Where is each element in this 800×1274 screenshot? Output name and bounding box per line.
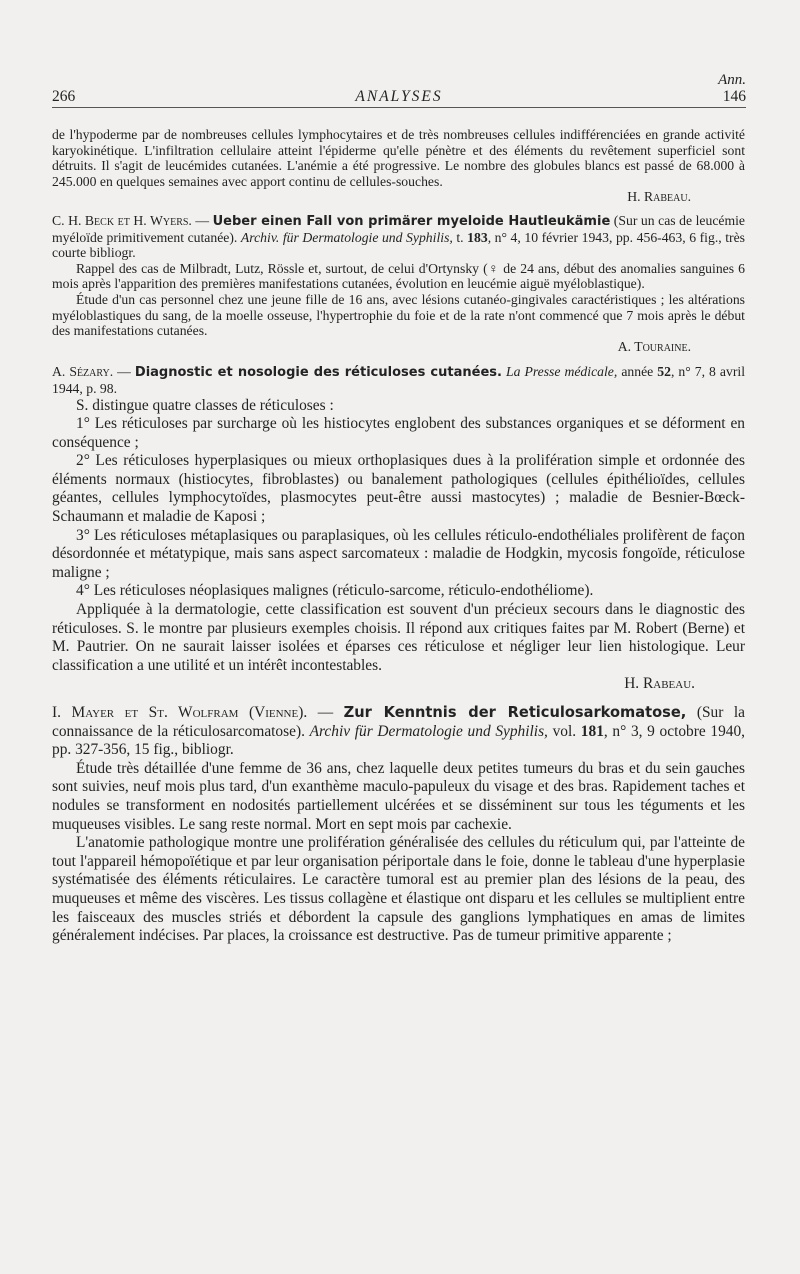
article-title: Ueber einen Fall von primärer myeloide Hautleukämie <box>212 213 611 229</box>
review-paragraph: 3° Les réticuloses métaplasiques ou paraplasiques, où les cellules réticulo-endothéliales prolifèrent de façon désordonnée et métatypique, mais sans aspect sarcomateux : maladie de Hodgkin, mycosis fongoïde, réticulose maligne ; <box>52 526 745 581</box>
review-paragraph: S. distingue quatre classes de réticuloses : <box>76 396 334 414</box>
page-body <box>52 127 745 946</box>
article-citation: C. H. Beck et H. Wyers. — Ueber einen Fall von primärer myeloide Hautleukämie (Sur un cas de leucémie myéloïde primitivement cutanée). Archiv. für Dermatologie und Syphilis, t. 183, n° 4, 10 février 1943, pp. 456-463, 6 fig., très courte bibliogr. <box>52 212 746 261</box>
review-article-2 <box>52 364 745 694</box>
article-subtitle: (Sur un cas de leucémie myéloïde primitivement cutanée). <box>52 212 746 245</box>
journal-abbreviation: Ann. <box>718 72 746 88</box>
header-rule <box>52 107 746 108</box>
review-paragraph: 4° Les réticuloses néoplasiques malignes (réticulo-sarcome, réticulo-endothéliome). <box>76 582 594 600</box>
journal-volume: 181 <box>580 722 604 740</box>
article-authors: A. Sézary. <box>52 364 114 380</box>
review-signature: H. Rabeau. <box>627 189 691 205</box>
review-paragraph: 1° Les réticuloses par surcharge où les histiocytes englobent des substances organiques et se déforment en conséquence ; <box>52 415 745 451</box>
review-paragraph: Étude d'un cas personnel chez une jeune fille de 16 ans, avec lésions cutanéo-gingivales caractéristiques ; les altérations myéloblastiques du sang, de la moelle osseuse, l'hypertrophie du foie et de la rate n'ont commencé que 7 mois après le début des manifestations cutanées. <box>52 291 745 339</box>
journal-name: Archiv. für Dermatologie und Syphilis, <box>240 229 453 245</box>
journal-volume: 52 <box>657 364 671 380</box>
running-title: ANALYSES <box>355 88 443 105</box>
article-subtitle: (Sur la connaissance de la réticulosarcomatose). <box>52 704 746 740</box>
review-signature: H. Rabeau. <box>624 675 695 693</box>
review-paragraph: Étude très détaillée d'une femme de 36 ans, chez laquelle deux petites tumeurs du bras et du sein gauches sont suivies, neuf mois plus tard, d'un exanthème maculo-papuleux du visage et des bras. Rapidement taches et nodules se transforment en nodosités partiellement ulcérées et se disséminent sur tous les téguments et les muqueuses visibles. Le sang reste normal. Mort en sept mois par cachexie. <box>52 759 745 833</box>
review-article-3 <box>52 704 745 946</box>
continuation-paragraph: de l'hypoderme par de nombreuses cellules lymphocytaires et de très nombreuses cellules indifférenciées en grande activité karyokinétique. L'infiltration cellulaire atteint l'épiderme qu'elle pénètre et des éléments du revêtement superficiel sont détruits. Il s'agit de leucémides cutanées. L'anémie a été progressive. Le nombre des globules blancs est passé de 68.000 à 245.000 en quelques semaines avec apport continu de cellules-souches. <box>52 127 745 189</box>
volume-number: 146 <box>722 88 746 105</box>
article-citation: A. Sézary. — Diagnostic et nosologie des réticuloses cutanées. La Presse médicale, année 52, n° 7, 8 avril 1944, p. 98. <box>52 364 746 396</box>
page-number: 266 <box>52 88 76 105</box>
journal-name: Archiv für Dermatologie und Syphilis, <box>309 722 548 740</box>
review-article-1 <box>52 213 745 354</box>
journal-volume: 183 <box>467 229 488 245</box>
article-authors: I. Mayer et St. Wolfram (Vienne). <box>52 704 308 721</box>
running-header <box>52 72 746 106</box>
citation-details: , n° 3, 9 octobre 1940, pp. 327-356, 15 fig., bibliogr. <box>52 722 746 759</box>
article-citation: I. Mayer et St. Wolfram (Vienne). — Zur Kenntnis der Reticulosarkomatose, (Sur la connaissance de la réticulosarcomatose). Archiv für Dermatologie und Syphilis, vol. 181, n° 3, 9 octobre 1940, pp. 327-356, 15 fig., bibliogr. <box>52 704 746 759</box>
article-authors: C. H. Beck et H. Wyers. <box>52 212 192 228</box>
review-paragraph: Rappel des cas de Milbradt, Lutz, Rössle et, surtout, de celui d'Ortynsky (♀ de 24 ans, début des anomalies sanguines 6 mois après l'apparition des premières manifestations cutanées, évolution en leucémie aiguë myéloblastique). <box>52 260 745 292</box>
review-paragraph: L'anatomie pathologique montre une prolifération généralisée des cellules du réticulum qui, par l'atteinte de tout l'appareil hémopoïétique et par leur organisation périportale dans le foie, donne le tableau d'une hyperplasie systématisée des éléments réticulaires. Le caractère tumoral est au premier plan des lésions de la peau, des muqueuses et même des viscères. Les tissus collagène et élastique ont disparu et les cellules se multiplient entre les faisceaux des muscles striés et débordent la capsule des ganglions lymphatiques en amas de limites généralement indécises. Par places, la croissance est destructive. Pas de tumeur primitive apparente ; <box>52 834 745 945</box>
article-title: Diagnostic et nosologie des réticuloses cutanées. <box>134 365 502 381</box>
citation-details: , n° 7, 8 avril 1944, p. 98. <box>52 364 746 396</box>
review-paragraph: 2° Les réticuloses hyperplasiques ou mieux orthoplasiques dues à la prolifération simple et ordonnée des éléments normaux (histiocytes, fibroblastes) ou banalement pathologiques (cellules épithélioïdes, cellules géantes, cellules lymphocytoïdes, plasmocytes peut-être aussi mastocytes) ; maladie de Besnier-Bœck-Schaumann et maladie de Kaposi ; <box>52 452 745 526</box>
review-paragraph: Appliquée à la dermatologie, cette classification est souvent d'un précieux secours dans le diagnostic des réticuloses. S. le montre par plusieurs exemples choisis. Il répond aux critiques faites par M. Robert (Berne) et M. Pautrier. On ne saurait laisser isolées et éparses ces réticulose et négliger leur lien histologique. Leur classification a une utilité et un intérêt incontestables. <box>52 601 745 674</box>
journal-name: La Presse médicale, <box>501 364 618 380</box>
citation-details: , n° 4, 10 février 1943, pp. 456-463, 6 fig., très courte bibliogr. <box>52 229 745 261</box>
review-signature: A. Touraine. <box>617 338 691 354</box>
article-title: Zur Kenntnis der Reticulosarkomatose, <box>343 704 687 721</box>
